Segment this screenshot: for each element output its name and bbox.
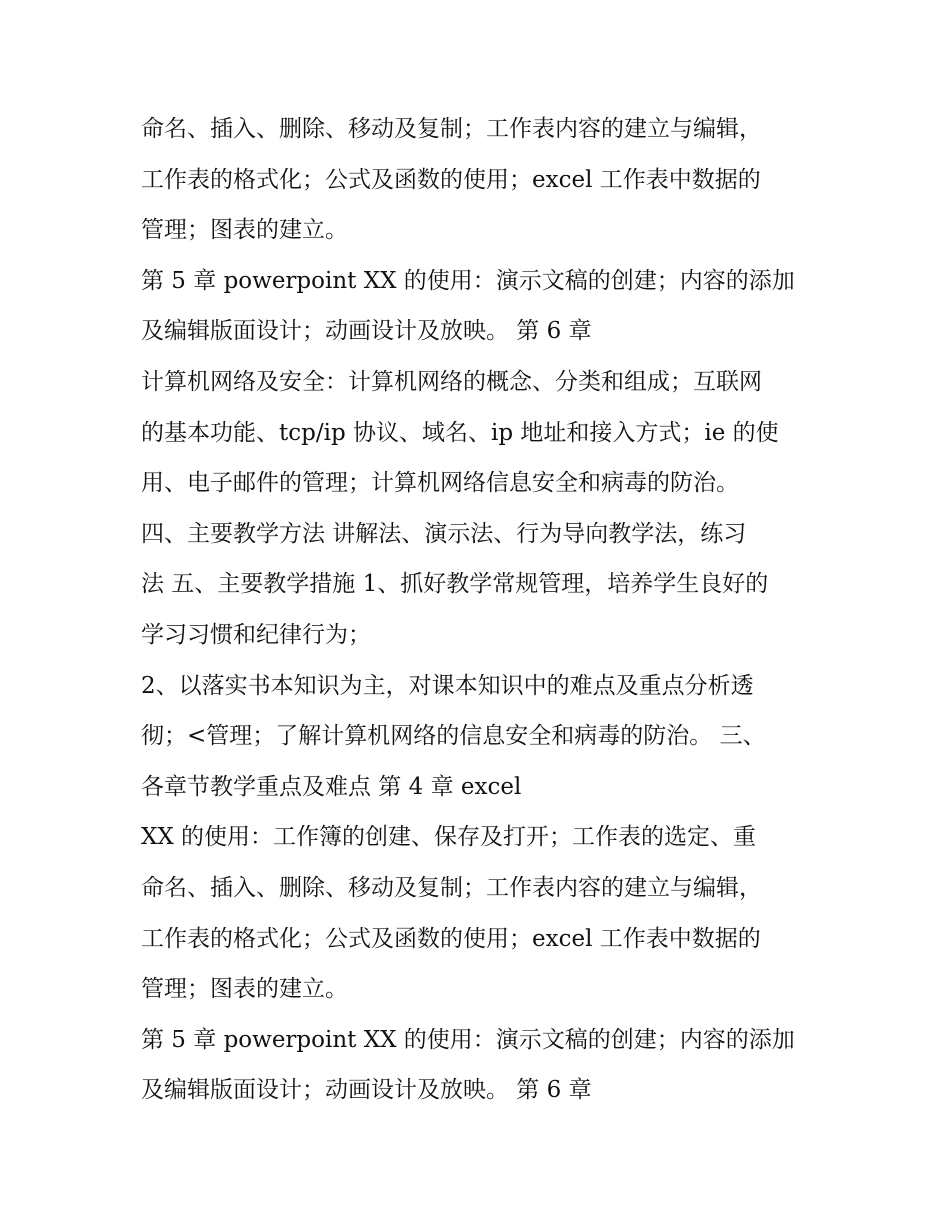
text-line: 四、主要教学方法 讲解法、演示法、行为导向教学法，练习 [141,520,747,547]
text-line: 学习习惯和纪律行为； [141,621,371,648]
text-line: 命名、插入、删除、移动及复制；工作表内容的建立与编辑， [141,116,762,142]
text-line: 工作表的格式化；公式及函数的使用；excel 工作表中数据的 [141,166,761,193]
text-line: 各章节教学重点及难点 第 4 章 excel [141,773,522,800]
text-line: XX 的使用：工作簿的创建、保存及打开；工作表的选定、重 [141,824,757,851]
text-line: 彻；<管理；了解计算机网络的信息安全和病毒的防治。 三、 [141,723,766,750]
text-line: 计算机网络及安全：计算机网络的概念、分类和组成；互联网 [141,368,762,395]
text-line: 管理；图表的建立。 [141,976,348,1003]
text-line: 第 5 章 powerpoint XX 的使用：演示文稿的创建；内容的添加 [141,1026,795,1053]
text-line: 2、以落实书本知识为主，对课本知识中的难点及重点分析透 [141,672,754,699]
text-line: 的基本功能、tcp/ip 协议、域名、ip 地址和接入方式；ie 的使 [141,419,779,446]
document-body [141,104,831,1116]
text-line: 命名、插入、删除、移动及复制；工作表内容的建立与编辑， [141,874,762,901]
text-line: 管理；图表的建立。 [141,217,348,244]
text-line: 法 五、主要教学措施 1、抓好教学常规管理，培养学生良好的 [141,571,769,598]
text-line: 第 5 章 powerpoint XX 的使用：演示文稿的创建；内容的添加 [141,267,795,294]
text-line: 及编辑版面设计；动画设计及放映。 第 6 章 [141,1077,592,1104]
text-line: 工作表的格式化；公式及函数的使用；excel 工作表中数据的 [141,925,761,952]
text-line: 及编辑版面设计；动画设计及放映。 第 6 章 [141,318,592,345]
text-line: 用、电子邮件的管理；计算机网络信息安全和病毒的防治。 [141,470,739,497]
